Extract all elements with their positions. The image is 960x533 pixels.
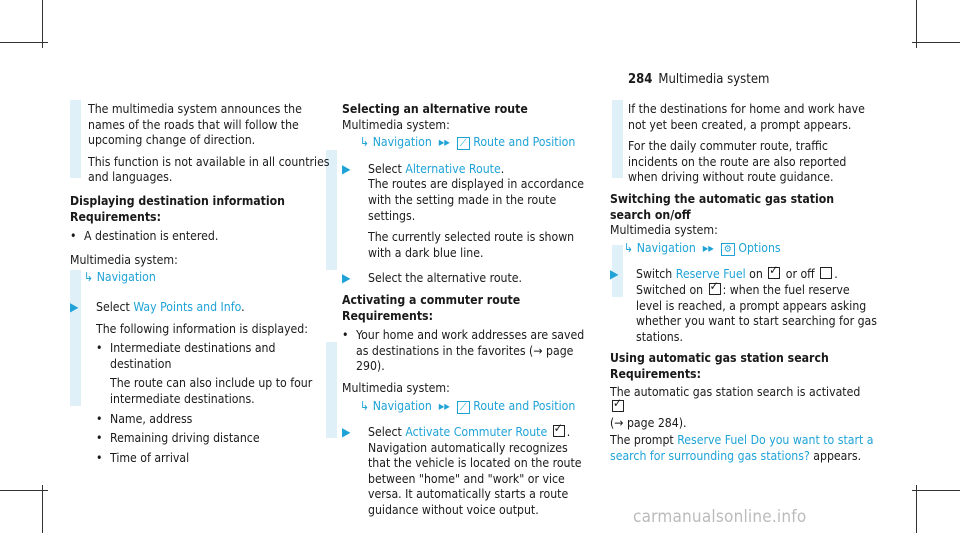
nav-path bbox=[84, 270, 338, 286]
step-text: Navigation automatically recognizes that the vehicle is located on the route between "home" and "work" or vice versa. It automatically starts a route guidance without voice output. bbox=[368, 440, 582, 518]
menu-link-reserve-fuel[interactable]: Reserve Fuel bbox=[675, 267, 746, 282]
instruction-step: ▶ Switch Reserve Fuel on ✓ or off . Switched on ✓ : when the fuel reserve level is reached, a prompt appears asking whether you want to start searching for gas stations. bbox=[610, 267, 878, 345]
nav-link-options[interactable]: Options bbox=[738, 240, 781, 255]
prompt-message-link[interactable]: Reserve Fuel Do you want to start a search for surrounding gas stations? bbox=[610, 433, 874, 463]
requirement-text: The automatic gas station search is activated ✓ (→ page 284). bbox=[610, 385, 878, 432]
section-heading: Activating a commuter route bbox=[342, 292, 521, 307]
chevron-icon: ▸▸ bbox=[435, 135, 454, 150]
intro-text: If the destinations for home and work have not yet been created, a prompt appears. bbox=[628, 102, 865, 132]
step-arrow-icon: ▶ bbox=[342, 161, 351, 176]
step-arrow-icon: ▶ bbox=[610, 267, 619, 282]
checkbox-checked-icon bbox=[768, 267, 780, 279]
section-heading: Using automatic gas station search bbox=[610, 351, 829, 366]
crop-mark bbox=[916, 485, 917, 533]
crop-mark bbox=[42, 0, 43, 48]
instruction-step: ▶ Select Activate Commuter Route ✓ . Navigation automatically recognizes that the vehicle is located on the route between "home" and "work" or vice versa. It automatically starts a route guidance without voice output. bbox=[342, 425, 592, 519]
following-text: The following information is displayed: bbox=[96, 321, 308, 336]
instruction-step: ▶ Select Way Points and Info. The following information is displayed: • Intermediate destinations and destination The route can also include up to four intermediate destinations. • Name, address • Remaining driving distance • Time of arrival bbox=[70, 300, 338, 466]
step-arrow-icon: ▶ bbox=[70, 299, 79, 314]
page-title: Multimedia system bbox=[658, 72, 770, 87]
section-bar bbox=[612, 100, 623, 178]
list-item: • Remaining driving distance bbox=[96, 431, 260, 446]
menu-link-alternative-route[interactable]: Alternative Route bbox=[405, 161, 501, 176]
multimedia-label: Multimedia system: bbox=[70, 252, 178, 267]
step-arrow-icon: ▶ bbox=[342, 271, 351, 286]
prompt-text: The prompt Reserve Fuel Do you want to start a search for surrounding gas stations? appears. bbox=[610, 433, 874, 463]
instruction-step: ▶ Select Alternative Route. The routes are displayed in accordance with the setting made in the route settings. The currently selected route is shown with a dark blue line. bbox=[342, 162, 592, 262]
sub-note: The route can also include up to four intermediate destinations. bbox=[110, 376, 313, 406]
checkbox-checked-icon bbox=[709, 283, 721, 295]
menu-link-commuter-route[interactable]: Activate Commuter Route bbox=[405, 425, 548, 440]
requirements-label: Requirements: bbox=[70, 209, 161, 224]
nav-link-navigation[interactable]: Navigation bbox=[636, 240, 696, 255]
requirement-item: • Your home and work addresses are saved as destinations in the favorites (→ page 290). bbox=[342, 328, 585, 374]
column-1 bbox=[70, 102, 338, 470]
multimedia-label: Multimedia system: bbox=[342, 380, 450, 395]
crop-mark bbox=[916, 0, 917, 48]
multimedia-label: Multimedia system: bbox=[342, 117, 450, 132]
nav-arrow-icon: ↳ bbox=[360, 135, 370, 150]
gear-icon: ⚙ bbox=[721, 243, 735, 256]
instruction-step bbox=[342, 271, 592, 287]
column-3 bbox=[610, 102, 878, 464]
requirements-label: Requirements: bbox=[342, 308, 433, 323]
route-icon: ⟋ bbox=[457, 137, 470, 150]
crop-mark bbox=[42, 485, 43, 533]
step-text: The routes are displayed in accordance with the setting made in the route settings. bbox=[368, 177, 584, 223]
step-text: Select the alternative route. bbox=[368, 271, 523, 286]
page-header bbox=[628, 72, 769, 87]
nav-path bbox=[624, 241, 878, 258]
section-heading: Displaying destination information bbox=[70, 193, 285, 208]
page-number: 284 bbox=[628, 72, 653, 87]
checkbox-checked-icon bbox=[612, 400, 624, 412]
list-item: • Intermediate destinations and destination bbox=[96, 341, 276, 371]
nav-link-route-position[interactable]: Route and Position bbox=[473, 135, 576, 150]
menu-link-waypoints[interactable]: Way Points and Info bbox=[133, 299, 242, 314]
section-heading: Switching the automatic gas station search on/off bbox=[610, 191, 835, 222]
list-item: • Time of arrival bbox=[96, 450, 190, 465]
crop-mark bbox=[0, 42, 48, 43]
nav-link-route-position[interactable]: Route and Position bbox=[473, 398, 576, 413]
step-text: The currently selected route is shown with a dark blue line. bbox=[368, 230, 575, 260]
nav-path bbox=[360, 135, 592, 152]
section-heading: Selecting an alternative route bbox=[342, 102, 528, 116]
multimedia-label: Multimedia system: bbox=[610, 223, 718, 238]
requirements-label: Requirements: bbox=[610, 366, 701, 381]
list-item: • Name, address bbox=[96, 411, 193, 426]
route-icon: ⟋ bbox=[457, 401, 470, 414]
step-arrow-icon: ▶ bbox=[342, 425, 351, 440]
nav-arrow-icon: ↳ bbox=[360, 398, 370, 413]
crop-mark bbox=[912, 490, 960, 491]
chevron-icon: ▸▸ bbox=[699, 240, 718, 255]
column-2 bbox=[342, 102, 592, 525]
crop-mark bbox=[0, 490, 48, 491]
intro-text: The multimedia system announces the names of the roads that will follow the upcoming change of direction. bbox=[88, 102, 302, 148]
note-text: This function is not available in all countries and languages. bbox=[88, 154, 330, 185]
nav-link-navigation[interactable]: Navigation bbox=[372, 135, 432, 150]
nav-arrow-icon: ↳ bbox=[624, 240, 634, 255]
requirement-item: • A destination is entered. bbox=[70, 229, 219, 244]
crop-mark bbox=[912, 42, 960, 43]
checkbox-empty-icon bbox=[820, 267, 832, 279]
nav-path bbox=[360, 399, 592, 416]
nav-link-navigation[interactable]: Navigation bbox=[96, 270, 156, 285]
checkbox-checked-icon bbox=[553, 425, 565, 437]
watermark: carmanualsonline.info bbox=[633, 507, 807, 527]
intro-text: For the daily commuter route, traffic incidents on the route are also reported when driving without route guidance. bbox=[628, 139, 847, 185]
section-bar bbox=[70, 100, 81, 178]
chevron-icon: ▸▸ bbox=[435, 398, 454, 413]
nav-link-navigation[interactable]: Navigation bbox=[372, 398, 432, 413]
nav-arrow-icon: ↳ bbox=[84, 270, 94, 285]
